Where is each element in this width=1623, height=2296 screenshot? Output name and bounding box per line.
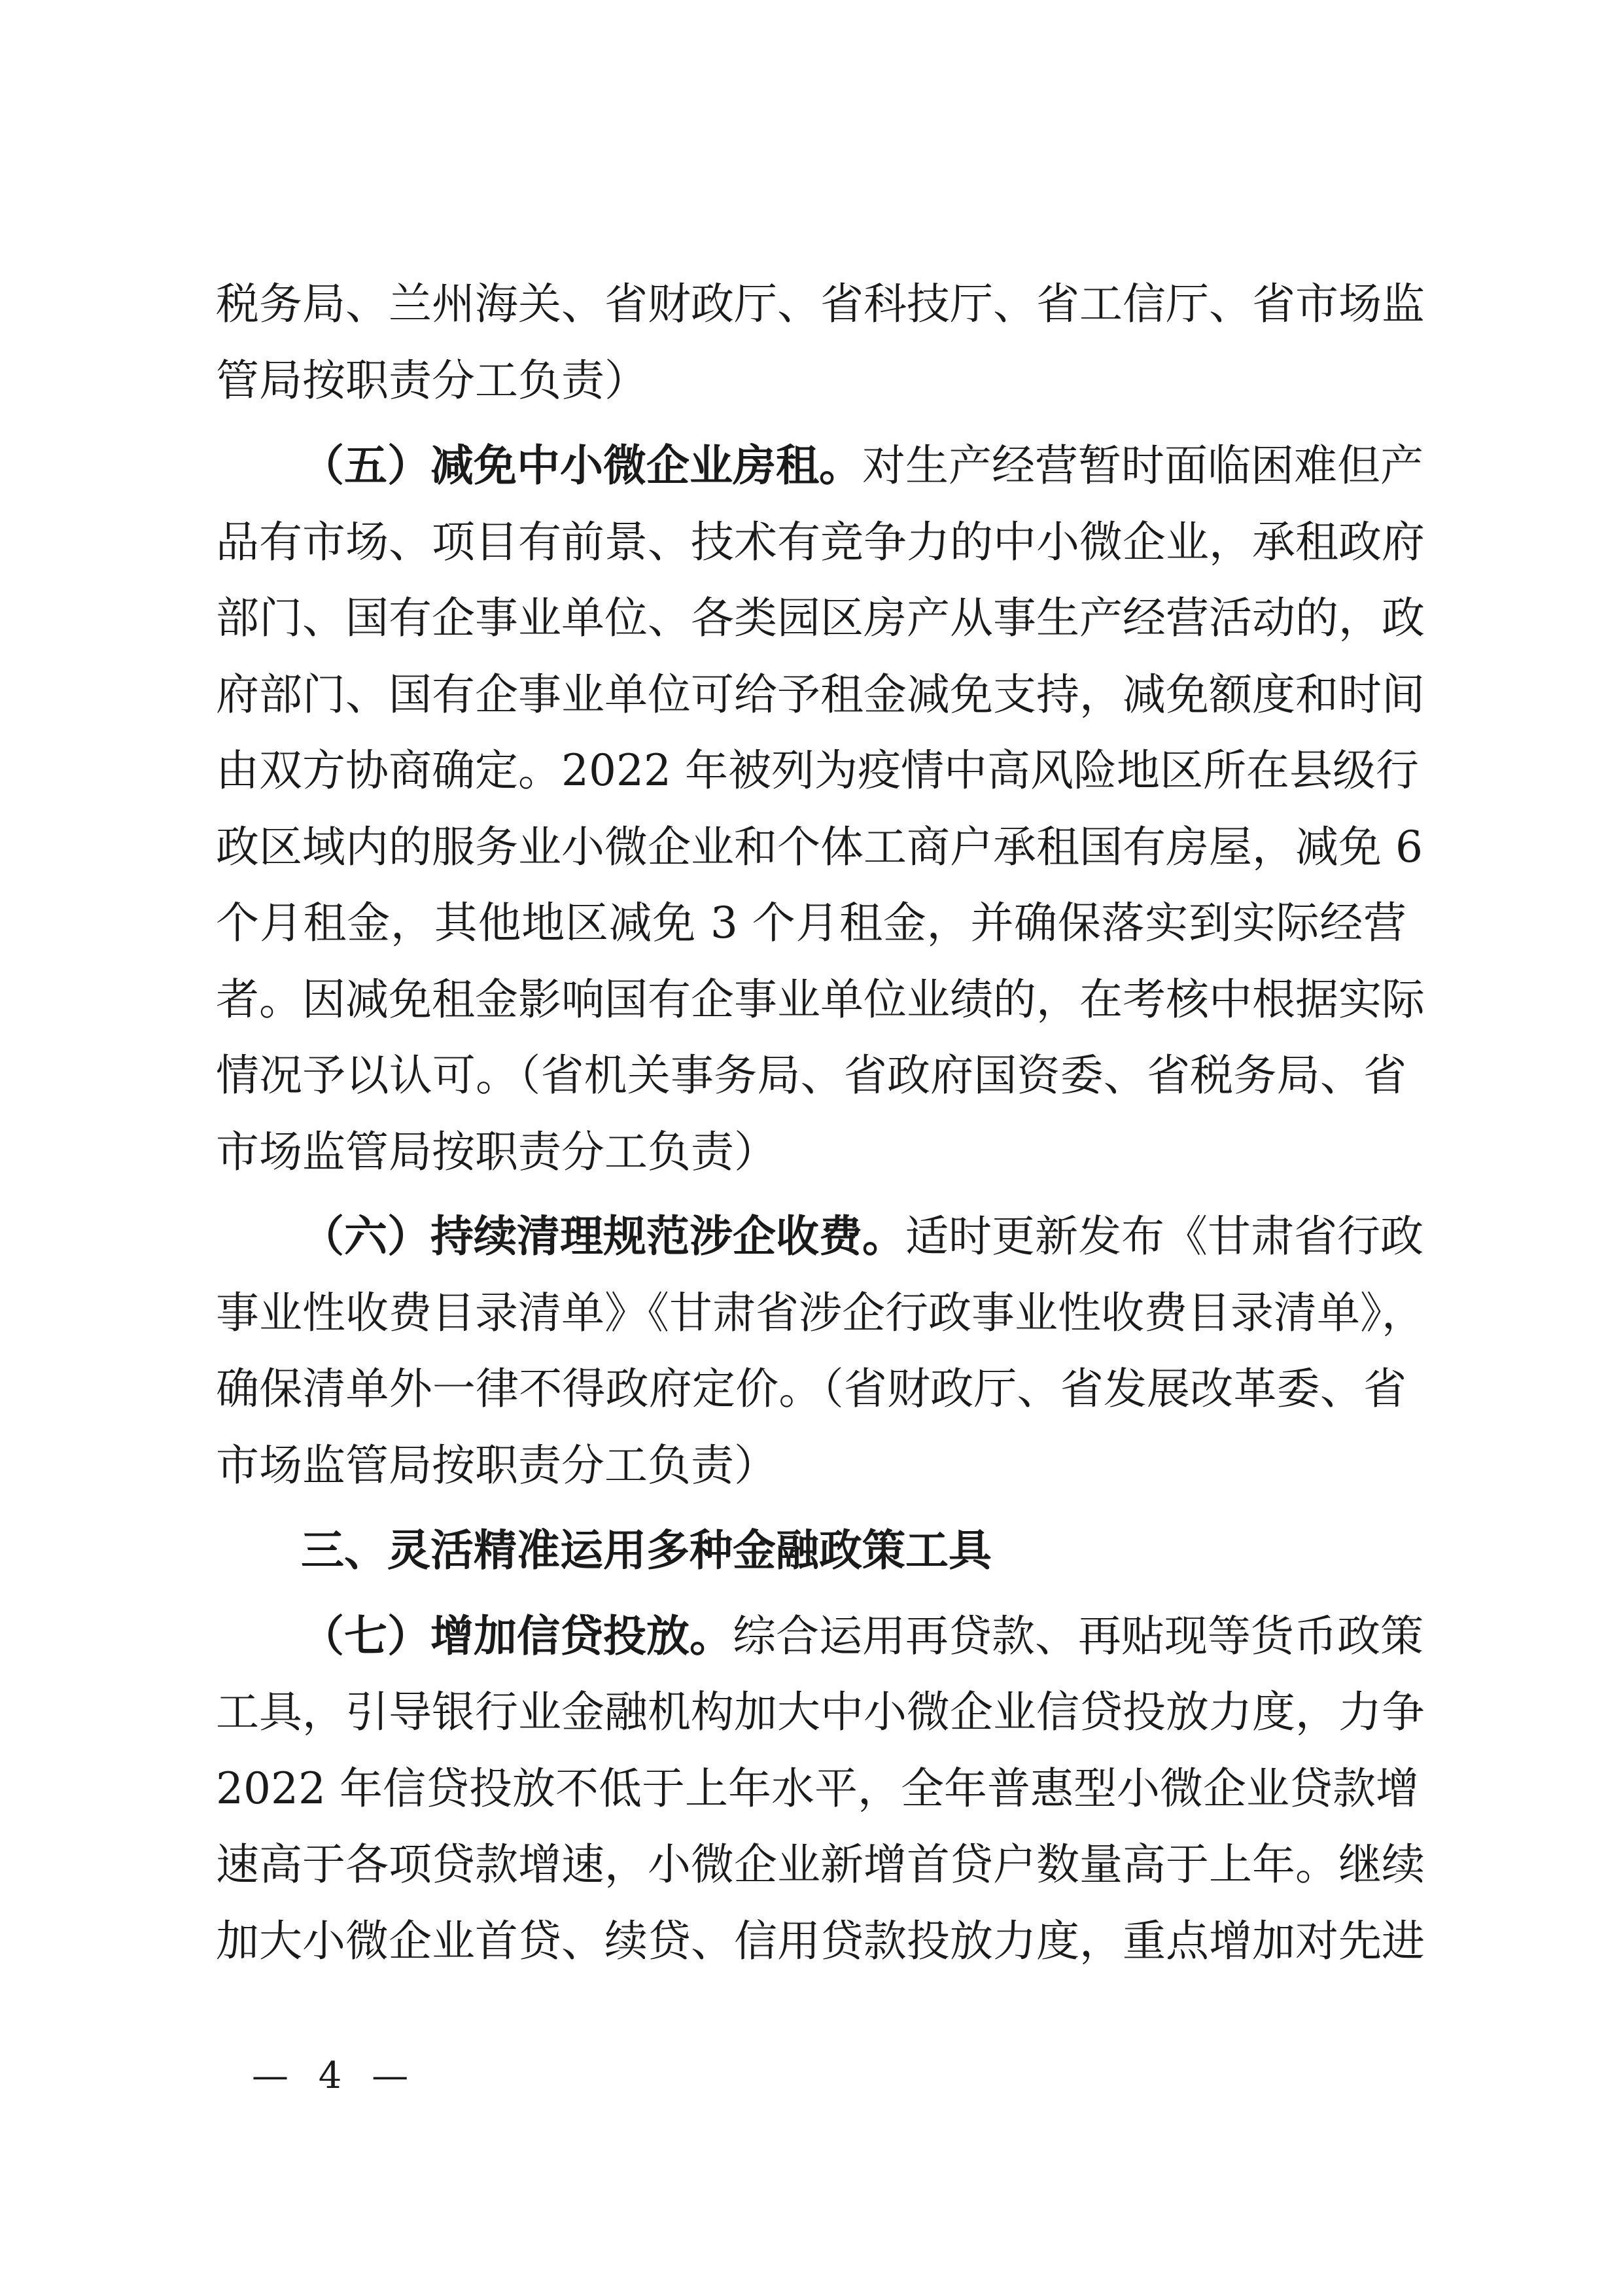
section-5-text: 对生产经营暂时面临困难但产 (862, 440, 1423, 491)
body-text-line: 府部门、国有企事业单位可给予租金减免支持，减免额度和时间 (216, 669, 1425, 720)
body-text-line: 情况予以认可。（省机关事务局、省政府国资委、省税务局、省 (216, 1050, 1406, 1101)
section-6-text: 适时更新发布《甘肃省行政 (905, 1211, 1423, 1262)
body-text-line: 市场监管局按职责分工负责） (216, 1127, 777, 1177)
section-heading: 三、灵活精准运用多种金融政策工具 (301, 1525, 992, 1576)
body-text-line: 速高于各项贷款增速，小微企业新增首贷户数量高于上年。继续 (216, 1839, 1425, 1890)
section-7-title: （七）增加信贷投放。 (301, 1611, 733, 1661)
body-text-line: 品有市场、项目有前景、技术有竞争力的中小微企业，承租政府 (216, 517, 1425, 567)
section-6-title: （六）持续清理规范涉企收费。 (301, 1211, 905, 1262)
body-text-line: 个月租金，其他地区减免 3 个月租金，并确保落实到实际经营 (216, 898, 1406, 948)
section-7-first-line (301, 1611, 1423, 1661)
body-text-line: 事业性收费目录清单》《甘肃省涉企行政事业性收费目录清单》， (216, 1288, 1425, 1338)
body-text-line: 市场监管局按职责分工负责） (216, 1440, 777, 1491)
body-text-line: 者。因减免租金影响国有企事业单位业绩的，在考核中根据实际 (216, 974, 1425, 1025)
body-text-line: 加大小微企业首贷、续贷、信用贷款投放力度，重点增加对先进 (216, 1916, 1425, 1966)
body-text-line: 2022 年信贷投放不低于上年水平，全年普惠型小微企业贷款增 (216, 1763, 1419, 1814)
section-5-first-line (301, 440, 1423, 491)
section-5-title: （五）减免中小微企业房租。 (301, 440, 862, 491)
body-text-line: 管局按职责分工负责） (216, 355, 648, 406)
body-text-line: 确保清单外一律不得政府定价。（省财政厅、省发展改革委、省 (216, 1364, 1406, 1414)
body-text-line: 政区域内的服务业小微企业和个体工商户承租国有房屋，减免 6 (216, 822, 1423, 872)
page-number: — 4 — (252, 2055, 418, 2097)
body-text-line: 税务局、兰州海关、省财政厅、省科技厅、省工信厅、省市场监 (216, 279, 1425, 329)
body-text-line: 部门、国有企事业单位、各类园区房产从事生产经营活动的，政 (216, 593, 1425, 643)
body-text-line: 由双方协商确定。2022 年被列为疫情中高风险地区所在县级行 (216, 745, 1419, 796)
body-text-line: 工具，引导银行业金融机构加大中小微企业信贷投放力度，力争 (216, 1687, 1425, 1737)
section-7-text: 综合运用再贷款、再贴现等货币政策 (733, 1611, 1423, 1661)
section-6-first-line (301, 1211, 1423, 1262)
